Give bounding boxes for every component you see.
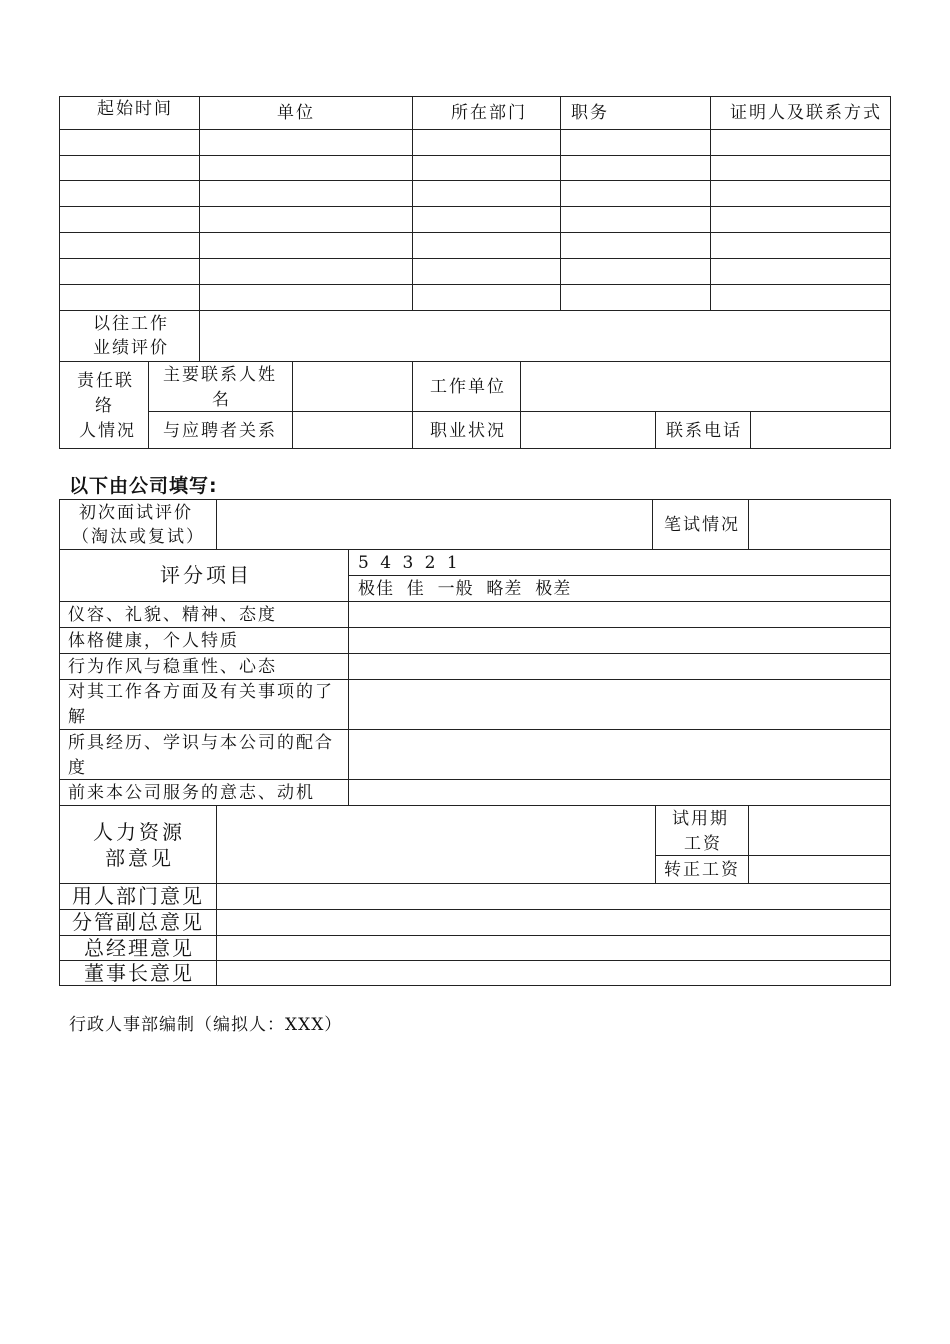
footer-prepared-by: 行政人事部编制（编拟人：XXX）	[69, 1015, 343, 1035]
gm-opinion-label: 总经理意见	[84, 936, 194, 960]
hr-opinion-label-2: 部意见	[105, 846, 174, 870]
first-interview-label-1: 初次面试评价	[79, 503, 193, 523]
probation-salary-label-1: 试用期	[672, 809, 729, 829]
contact-section-label-2: 络	[95, 396, 114, 416]
scale-numbers: 5 4 3 2 1	[358, 553, 460, 573]
header-position: 职务	[571, 103, 609, 123]
criterion-conduct: 行为作风与稳重性、心态	[68, 657, 277, 677]
dept-opinion-label: 用人部门意见	[72, 884, 204, 908]
company-section-heading: 以下由公司填写:	[69, 475, 218, 497]
criterion-health: 体格健康，个人特质	[68, 631, 239, 651]
hr-opinion-label-1: 人力资源	[93, 820, 185, 844]
probation-salary-label-2: 工资	[684, 834, 722, 854]
contact-section-label-1: 责任联	[77, 371, 134, 391]
header-unit: 单位	[277, 103, 315, 123]
regular-salary-label: 转正工资	[664, 860, 740, 880]
written-test-label: 笔试情况	[664, 515, 740, 535]
performance-label-line1: 以往工作	[93, 314, 169, 334]
scale-labels: 极佳 佳 一般 略差 极差	[358, 579, 572, 599]
criterion-job-understanding-1: 对其工作各方面及有关事项的了	[68, 682, 334, 702]
main-contact-name-label-2: 名	[212, 390, 231, 410]
performance-label-line2: 业绩评价	[93, 338, 169, 358]
header-start-time: 起始时间	[97, 99, 173, 119]
chairman-opinion-label: 董事长意见	[84, 961, 194, 985]
criterion-job-understanding-2: 解	[68, 707, 87, 727]
main-contact-name-label-1: 主要联系人姓	[163, 365, 277, 385]
vp-opinion-label: 分管副总意见	[72, 910, 204, 934]
header-department: 所在部门	[451, 103, 527, 123]
criterion-appearance: 仪容、礼貌、精神、态度	[68, 605, 277, 625]
criterion-experience-fit-2: 度	[68, 758, 87, 778]
criterion-experience-fit-1: 所具经历、学识与本公司的配合	[68, 733, 334, 753]
header-reference-contact: 证明人及联系方式	[730, 103, 882, 123]
contact-section-label-3: 人情况	[79, 421, 136, 441]
phone-label: 联系电话	[666, 421, 742, 441]
first-interview-label-2: （淘汰或复试）	[72, 527, 205, 547]
criterion-motivation: 前来本公司服务的意志、动机	[68, 783, 315, 803]
occupation-status-label: 职业状况	[430, 421, 506, 441]
relationship-label: 与应聘者关系	[163, 421, 277, 441]
work-unit-label: 工作单位	[430, 377, 506, 397]
scoring-item-label: 评分项目	[160, 563, 252, 587]
